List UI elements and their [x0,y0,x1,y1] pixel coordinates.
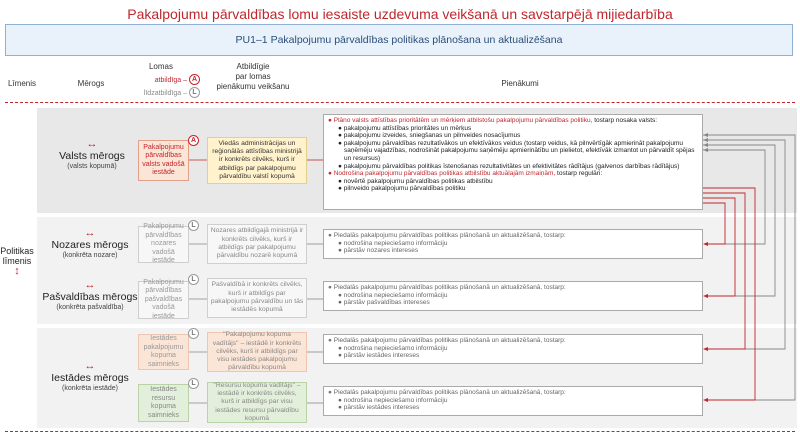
scope-title: Iestādes mērogs [51,372,129,384]
task-head: Piedalās pakalpojumu pārvaldības politikas plānošanā un aktualizēšanā, tostarp: [333,337,566,344]
header-pienakumi: Pienākumi [501,79,539,88]
page-title: Pakalpojumu pārvaldības lomu iesaiste uzdevuma veikšanā un savstarpējā mijiedarbība [127,6,673,22]
role-valsts: Pakalpojumu pārvaldības valsts vadošā iestāde [138,140,189,181]
task-head: Nodrošina pakalpojumu pārvaldības politikas atbilstību aktuālajām izmaiņām, [333,170,556,178]
role-badge-icon: L [188,220,199,231]
task-item: ● pārstāv iestādes intereses [338,352,420,360]
task-item: ● novērtē pakalpojumu pārvaldības politikas atbilstību [338,177,493,185]
task-head-tail: tostarp nosaka valsts: [592,117,658,124]
header-lidzatbildiga: līdzatbildīga – [143,90,187,97]
task-item: ● pakalpojumu pārvaldības rezultatīvākos un efektīvākos veidus (tostarp veidus, kā pilnvērtīgāk apmierināt pakalpojumu saņēmēju vajadzības, nodrošināt pakalpojumu saņēmēju apmierinātību un pielietot, efektīvāk izmantot un pārvaldīt spējas un resursus) [338,139,695,162]
header-lomas: Lomas [148,62,173,71]
task-item: ● pārstāv iestādes intereses [338,404,420,412]
task-item: ● pilnveido pakalpojumu pārvaldības politiku [338,185,466,193]
header-atbildigie-1: Atbildīgie [236,62,270,71]
task-iestades-resursi: ● Piedalās pakalpojumu pārvaldības politikas plānošanā un aktualizēšanā, tostarp: ● nodrošina nepieciešamo informāciju ● pārstāv iestādes intereses [323,386,703,416]
scope-subtitle: (konkrēta pašvaldība) [56,304,124,311]
task-item: ● nodrošina nepieciešamo informāciju [338,239,448,247]
level-label-line1: Politikas [0,246,34,256]
scope-title: Nozares mērogs [51,239,129,251]
scope-subtitle: (valsts kopumā) [67,163,117,170]
scope-arrow-icon: ↔ [84,227,96,239]
level-arrow-icon: ↕ [14,265,20,277]
header-atbildiga: atbildīga – [154,77,187,84]
task-head: Plāno valsts attīstības prioritātēm un mērķiem atbilstošu pakalpojumu pārvaldības politiku, [333,117,593,124]
task-pasvaldibas: ● Piedalās pakalpojumu pārvaldības politikas plānošanā un aktualizēšanā, tostarp: ● nodrošina nepieciešamo informāciju ● pārstāv pašvaldības intereses [323,281,703,311]
role-iestades-resursi: Iestādes resursu kopuma saimnieks [138,384,189,422]
scope-subtitle: (konkrēta nozare) [62,252,118,259]
task-iestades-kopums: ● Piedalās pakalpojumu pārvaldības politikas plānošanā un aktualizēšanā, tostarp: ● nodrošina nepieciešamo informāciju ● pārstāv iestādes intereses [323,334,703,364]
task-item: ● pārstāv pašvaldības intereses [338,299,430,307]
task-head: Piedalās pakalpojumu pārvaldības politikas plānošanā un aktualizēšanā, tostarp: [333,389,566,396]
scope-arrow-icon: ↔ [86,138,98,150]
role-nozares: Pakalpojumu pārvaldības nozares vadošā iestāde [138,226,189,263]
header-limenis: Līmenis [7,79,36,88]
task-item: ● nodrošina nepieciešamo informāciju [338,291,448,299]
scope-title: Valsts mērogs [59,150,125,162]
scope-title: Pašvaldības mērogs [42,291,138,303]
task-valsts: ● Plāno valsts attīstības prioritātēm un mērķiem atbilstošu pakalpojumu pārvaldības politiku, tostarp nosaka valsts: ● pakalpojumu attīstības prioritātes un mērķus ● pakalpojumu izveides, sniegšanas un pilnveides nosacījumus ● pakalpojumu pārvaldības rezultatīvākos un efektīvākos veidus (tostarp veidus, kā pilnvērtīgāk apmierināt pakalpojumu saņēmēju vajadzības, nodrošināt pakalpojumu saņēmēju apmierinātību un pielietot, efektīvāk izmantot un pārvaldīt spējas un resursus) ● pakalpojumu pārvaldības politikas īstenošanas rezultativitātes un efektivitātes rādītājus (galvenos darbības rādītājus) ● Nodrošina pakalpojumu pārvaldības politikas atbilstību aktuālajām izmaiņām, tostarp regulāri: ● novērtē pakalpojumu pārvaldības politikas atbilstību ● pilnveido pakalpojumu pārvaldības politiku [323,114,703,210]
task-item: ● nodrošina nepieciešamo informāciju [338,344,448,352]
task-item: ● nodrošina nepieciešamo informāciju [338,396,448,404]
role-pasvaldibas: Pakalpojumu pārvaldības pašvaldības vadošā iestāde [138,281,189,319]
task-head-tail: tostarp regulāri: [555,170,603,178]
header-atbildigie-2: par lomas [235,72,271,81]
scope-arrow-icon: ↔ [84,360,96,372]
role-iestades-kopums: Iestādes pakalpojumu kopuma saimnieks [138,334,189,370]
role-badge-icon: L [188,378,199,389]
atbildiga-badge-icon: A [189,74,200,85]
role-badge-icon: L [188,328,199,339]
responsible-iestades-resursi: "Resursu kopuma vadītājs" – iestādē ir konkrēts cilvēks, kurš ir atbildīgs par visu iestādes resursu pārvaldību kopumā [207,382,307,423]
responsible-iestades-kopums: "Pakalpojumu kopuma vadītājs" – iestādē ir konkrēts cilvēks, kurš ir atbildīgs par visu iestādes pakalpojumu pārvaldību kopumā [207,332,307,372]
process-box: PU1–1 Pakalpojumu pārvaldības politikas plānošana un aktualizēšana [5,24,793,56]
role-badge-icon: L [188,274,199,285]
task-item: ● pakalpojumu izveides, sniegšanas un pilnveides nosacījumus [338,132,521,140]
task-head: Piedalās pakalpojumu pārvaldības politikas plānošanā un aktualizēšanā, tostarp: [333,284,566,291]
header-merogs: Mērogs [77,79,105,88]
scope-arrow-icon: ↔ [84,279,96,291]
task-item: ● pakalpojumu pārvaldības politikas īstenošanas rezultativitātes un efektivitātes rādītājus (galvenos darbības rādītājus) [338,162,680,170]
responsible-nozares: Nozares atbildīgajā ministrijā ir konkrēts cilvēks, kurš ir atbildīgs par pakalpojumu pārvaldību nozarē kopumā [207,224,307,264]
lidzatbildiga-badge-icon: L [189,87,200,98]
task-head: Piedalās pakalpojumu pārvaldības politikas plānošanā un aktualizēšanā, tostarp: [333,232,566,239]
level-label-line2: līmenis [2,256,32,266]
task-item: ● pakalpojumu attīstības prioritātes un mērķus [338,124,472,132]
task-item: ● pārstāv nozares intereses [338,247,419,255]
scope-subtitle: (konkrēta iestāde) [61,385,119,392]
header-atbildigie-3: pienākumu veikšanu [216,82,290,91]
responsible-valsts: Viedās administrācijas un reģionālās attīstības ministrijā ir konkrēts cilvēks, kurš ir atbildīgs par pakalpojumu pārvaldību valstī kopumā [207,137,307,184]
responsible-pasvaldibas: Pašvaldībā ir konkrēts cilvēks, kurš ir atbildīgs par pakalpojumu pārvaldību un tās iestādēs kopumā [207,278,307,318]
task-nozares: ● Piedalās pakalpojumu pārvaldības politikas plānošanā un aktualizēšanā, tostarp: ● nodrošina nepieciešamo informāciju ● pārstāv nozares intereses [323,229,703,259]
role-badge-icon: A [188,135,199,146]
